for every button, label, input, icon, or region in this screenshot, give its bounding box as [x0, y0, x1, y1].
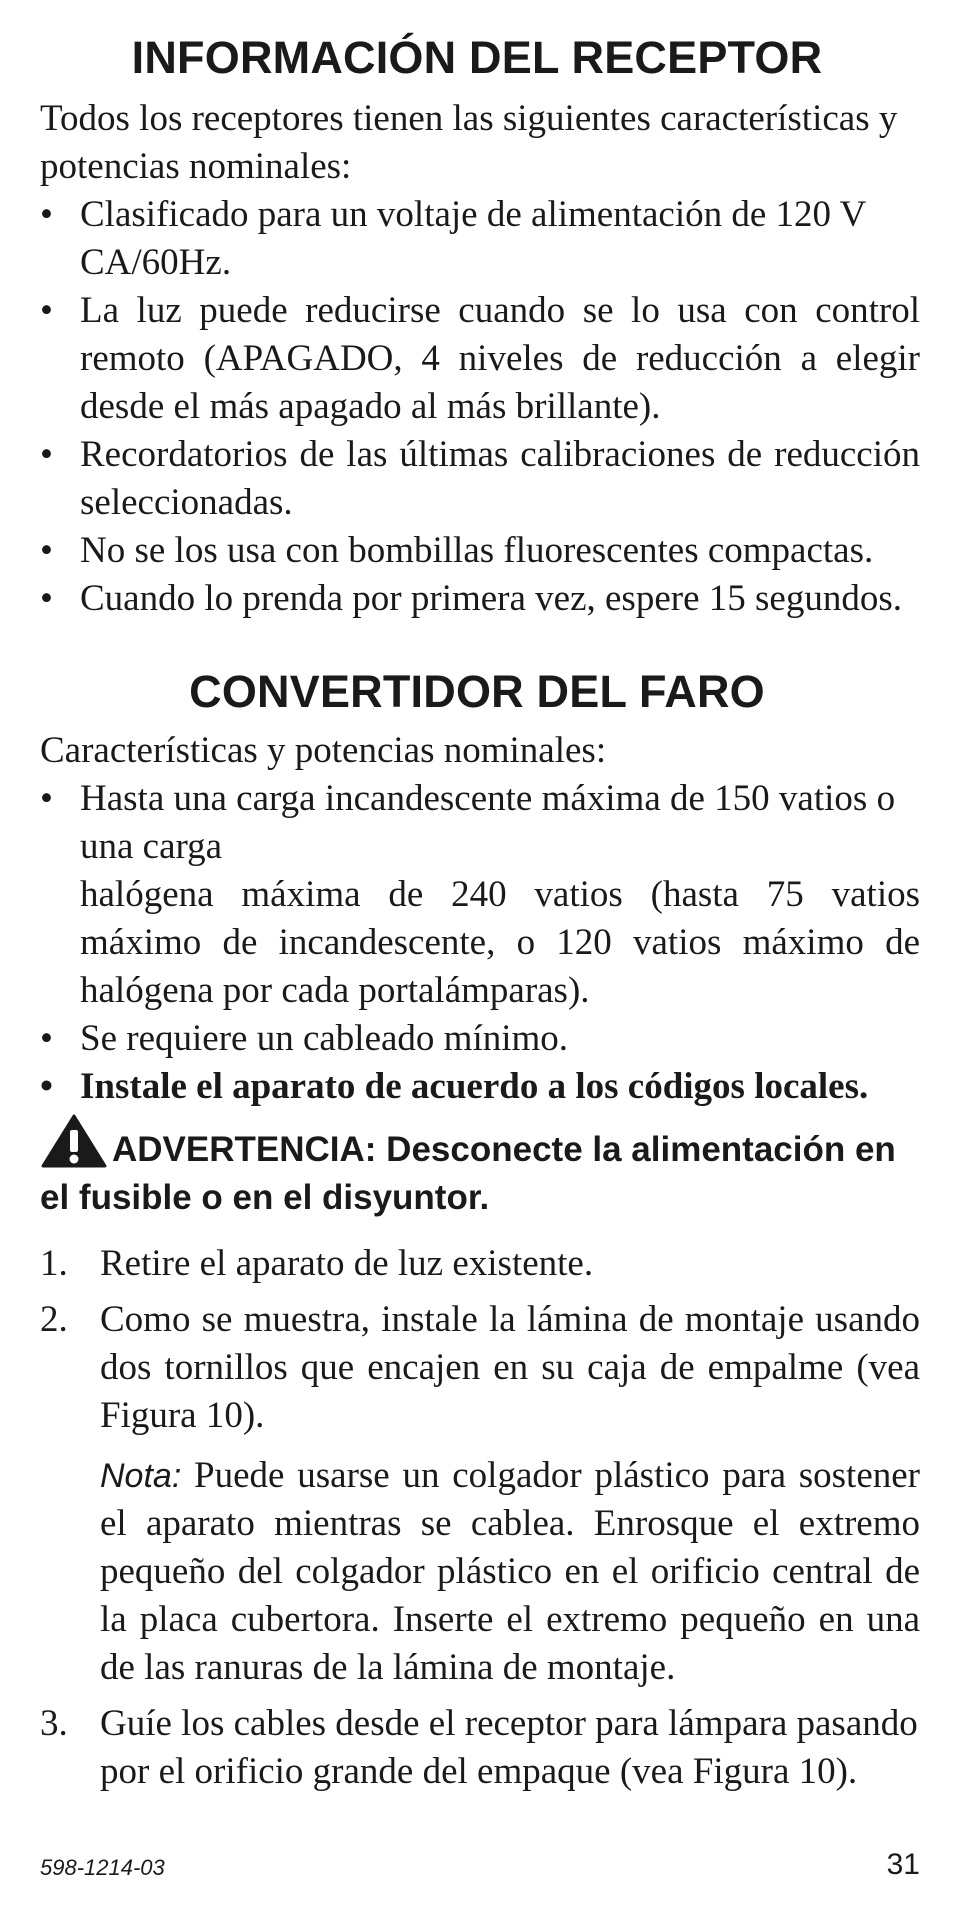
list-item	[40, 431, 920, 527]
step-number: 3.	[40, 1703, 68, 1744]
receptor-info-block	[40, 95, 920, 623]
convertidor-intro: Características y potencias nominales:	[40, 730, 607, 771]
bullet-text: Clasificado para un voltaje de alimentación de 120 V CA/60Hz.	[80, 194, 866, 283]
page-number: 31	[886, 1848, 920, 1881]
bullet-dot: •	[40, 1066, 53, 1107]
steps-block	[40, 1240, 920, 1804]
list-item	[40, 1700, 920, 1796]
bullet-text: Se requiere un cableado mínimo.	[80, 1018, 569, 1059]
list-item	[40, 527, 920, 575]
list-item	[40, 1296, 920, 1692]
list-item	[40, 1015, 920, 1063]
bullet-dot: •	[40, 434, 53, 475]
bullet-dot: •	[40, 290, 53, 331]
bullet-dot: •	[40, 578, 53, 619]
bullet-text: Instale el aparato de acuerdo a los códigos locales.	[80, 1066, 869, 1107]
warning-text: ADVERTENCIA: Desconecte la alimentación en el fusible o en el disyuntor.	[40, 1130, 896, 1217]
bullet-text: No se los usa con bombillas fluorescentes compactas.	[80, 530, 874, 571]
note-paragraph	[100, 1452, 920, 1692]
bullet-dot: •	[40, 194, 53, 235]
step-text: Como se muestra, instale la lámina de montaje usando dos tornillos que encajen en su caja de empalme (vea Figura 10).	[100, 1299, 920, 1436]
list-item	[40, 191, 920, 287]
steps-list	[40, 1240, 920, 1796]
receptor-bullet-list	[40, 191, 920, 623]
convertidor-bullet-list	[40, 775, 920, 1111]
receptor-intro: Todos los receptores tienen las siguientes características y potencias nominales:	[40, 98, 898, 187]
bullet-text-line1: Hasta una carga incandescente máxima de 150 vatios o una carga	[80, 778, 896, 867]
bullet-text: La luz puede reducirse cuando se lo usa con control remoto (APAGADO, 4 niveles de reducción a elegir desde el más apagado al más brillante).	[80, 290, 920, 427]
step-text: Guíe los cables desde el receptor para lámpara pasando por el orificio grande del empaque (vea Figura 10).	[100, 1703, 918, 1792]
bullet-text-line2: halógena máxima de 240 vatios (hasta 75 vatios máximo de incandescente, o 120 vatios máximo de halógena por cada portalámparas).	[80, 874, 920, 1011]
list-item	[40, 775, 920, 1015]
note-label: Nota:	[100, 1457, 182, 1495]
section-title-convertidor: CONVERTIDOR DEL FARO	[189, 666, 765, 717]
section-title-receptor: INFORMACIÓN DEL RECEPTOR	[131, 32, 823, 83]
document-code: 598-1214-03	[40, 1855, 165, 1880]
step-text: Retire el aparato de luz existente.	[100, 1243, 594, 1284]
list-item	[40, 287, 920, 431]
bullet-dot: •	[40, 530, 53, 571]
bullet-text: Recordatorios de las últimas calibraciones de reducción seleccionadas.	[80, 434, 920, 523]
list-item	[40, 1063, 920, 1111]
bullet-dot: •	[40, 778, 53, 819]
step-number: 2.	[40, 1299, 68, 1340]
note-text: Puede usarse un colgador plástico para sostener el aparato mientras se cablea. Enrosque el extremo pequeño del colgador plástico en el orificio central de la placa cubertora. Inserte el extremo pequeño en una de las ranuras de la lámina de montaje.	[100, 1455, 921, 1688]
convertidor-block	[40, 727, 920, 1111]
warning-block	[40, 1113, 930, 1222]
bullet-dot: •	[40, 1018, 53, 1059]
list-item	[40, 575, 920, 623]
list-item	[40, 1240, 920, 1288]
step-number: 1.	[40, 1243, 68, 1284]
warning-triangle-icon	[40, 1113, 108, 1169]
bullet-text: Cuando lo prenda por primera vez, espere 15 segundos.	[80, 578, 902, 619]
